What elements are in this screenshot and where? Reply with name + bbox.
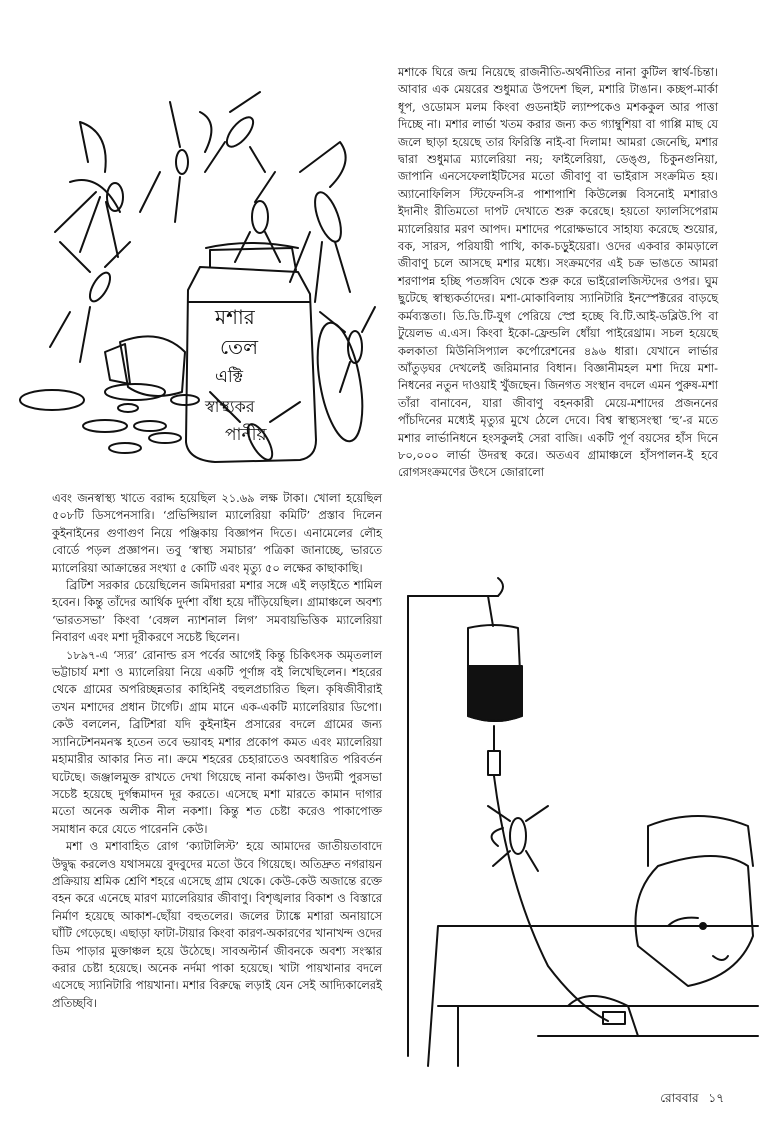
bottle-drawing: [186, 243, 316, 462]
paragraph: এবং জনস্বাস্থ্য খাতে বরাদ্দ হয়েছিল ২১.৬৯ লক্ষ টাকা। খোলা হয়েছিল ৫০৮টি ডিসপেনসারি। ‘প্রভিন্সিয়াল ম্যালেরিয়া কমিটি’ প্রস্তাব দিলেন কুইনাইনের গুণাগুণ নিয়ে পঞ্জিকায় বিজ্ঞাপন দিতে। এনামেলের লৌহ বোর্ডে পড়ল প্রজ্ঞাপন। তবু ‘স্বাস্থ্য সমাচার’ পত্রিকা জানাচ্ছে, ভারতে ম্যালেরিয়া আক্রান্তের সংখ্যা ৫ কোটি এবং মৃত্যু ৫০ লক্ষের কাছাকাছি।: [52, 491, 382, 575]
svg-text:মশার: মশার: [215, 305, 255, 329]
svg-text:পানীয়: পানীয়: [225, 425, 267, 445]
mosquito-bottle-illustration: [10, 62, 378, 482]
article-column-right: [398, 64, 718, 482]
svg-text:তেল: তেল: [220, 335, 259, 359]
footer-day: রোববার: [660, 1091, 699, 1105]
page-footer: [660, 1090, 724, 1110]
paragraph: ব্রিটিশ সরকার চেয়েছিলেন জমিদাররা মশার সঙ্গে এই লড়াইতে শামিল হবেন। কিন্তু তাঁদের আর্থিক দুর্দশা বাঁধা হয়ে দাঁড়িয়েছিল। গ্রামাঞ্চলে অবশ্য ‘ভারতসভা’ কিংবা ‘বেঙ্গল ন্যাশনাল লিগ’ সমবায়ভিত্তিক ম্যালেরিয়া নিবারণ এবং মশা দূরীকরণে সচেষ্ট ছিলেন।: [52, 578, 382, 645]
paragraph: ১৮৯৭-এ ‘স্যর’ রোনাল্ড রস পর্বের আগেই কিন্তু চিকিৎসক অমৃতলাল ভট্টাচার্য মশা ও ম্যালেরিয়া নিয়ে একটি পূর্ণাঙ্গ বই লিখেছিলেন। শহরের থেকে গ্রামের অপরিচ্ছন্নতার কাহিনিই বহুলপ্রচারিত ছিল। কৃষিজীবীরাই তখন মশাদের প্রধান টার্গেট। গ্রাম মানে এক-একটি ম্যালেরিয়ার ডিপো। কেউ বললেন, ব্রিটিশরা যদি কুইনাইন প্রসারের বদলে গ্রামের জন্য স্যানিটেশনমনস্ক হতেন তবে ভয়াবহ মশার প্রকোপ কমত এবং ম্যালেরিয়া মহামারীর আকার নিত না। ক্রমে শহরের চেহারাতেও অবধারিত পরিবর্তন ঘটেছে। জঞ্জালমুক্ত রাখতে দেখা গিয়েছে নানা কর্মকাণ্ড। উদ্যমী পুরসভা সচেষ্ট হয়েছে দুর্গন্ধমাদন দূর করতে। এসেছে মশা মারতে কামান দাগার মতো অনেক অলীক নীল নকশা। কিন্তু শত চেষ্টা করেও পাকাপোক্ত সমাধান করে যেতে পারেননি কেউ।: [52, 647, 382, 836]
drip-bag-drawing: [468, 625, 522, 775]
page-number: ১৭: [708, 1091, 724, 1105]
paragraph: মশা ও মশাবাহিত রোগ ‘ক্যাটালিস্ট’ হয়ে আমাদের জাতীয়তাবাদে উদ্বুদ্ধ করলেও যথাসময়ে বুদবুদের মতো উবে গিয়েছে। অতিদ্রুত নগরায়ন প্রক্রিয়ায় শ্রমিক শ্রেণি শহরে এসেছে গ্রাম থেকে। কেউ-কেউ অজান্তে রক্তে বহন করে এনেছে মারণ ম্যালেরিয়ার জীবাণু। বিশৃঙ্খলার বিকাশ ও বিস্তারে নির্মাণ হয়েছে আকাশ-ছোঁয়া বহুতলের। জলের ট্যাঙ্কে মশারা অনায়াসে ঘাঁটি গেড়েছে। এছাড়া ফাটা-টায়ার কিংবা কারণ-অকারণের খানাখন্দ ওদের ডিম পাড়ার মুক্তাঞ্চল হয়ে উঠেছে। সাবঅল্টার্ন জীবনকে অবশ্য সংস্কার করার চেষ্টা হয়েছে। অনেক নর্দমা পাকা হয়েছে। খাটা পায়খানার বদলে এসেছে স্যানিটারি পায়খানা। মশার বিরুদ্ধে লড়াই যেন সেই আদ্যিকালেরই প্রতিচ্ছবি।: [52, 839, 382, 1010]
saline-drip-illustration: [398, 566, 766, 1074]
paragraph: মশাকে ঘিরে জন্ম নিয়েছে রাজনীতি-অর্থনীতির নানা কুটিল স্বার্থ-চিন্তা। আবার এক মেয়রের শুধুমাত্র উপদেশ ছিল, মশারি টাঙান। কচ্ছপ-মার্কা ধূপ, ওডোমস মলম কিংবা গুডনাইট ল্যাম্পকেও মশককুল আর পাত্তা দিচ্ছে না। মশার লার্ভা খতম করার জন্য কত গ্যাম্বুশিয়া বা গাপ্পি মাছ যে জলে ছাড়া হয়েছে তার ফিরিস্তি নাই-বা দিলাম! আমরা জেনেছি, মশার দ্বারা শুধুমাত্র ম্যালেরিয়া নয়; ফাইলেরিয়া, ডেঙ্গু, চিকুনগুনিয়া, জাপানি এনসেফেলাইটিসের মতো জীবাণু বা ভাইরাস সংক্রমিত হয়। অ্যানোফিলিস স্টিফেনসি-র পাশাপাশি কিউলেক্স বিসনোই মশারাও ইদানীং রীতিমতো দাপট দেখাতে শুরু করেছে। হয়তো ফ্যালসিপেরাম ম্যালেরিয়ার মরণ আপদ। মশাদের পরোক্ষভাবে সাহায্য করেছে শুয়োর, বক, সারস, পরিযায়ী পাখি, কাক-চড়ুইয়েরা। ওদের একবার কামড়ালে জীবাণু চলে আসছে মশার মধ্যে। সংক্রমণের এই চক্র ভাঙতে আমরা শরণাপন্ন হচ্ছি পতঙ্গবিদ থেকে শুরু করে ভাইরোলজিস্টদের ওপর। ঘুম ছুটেছে স্বাস্থ্যকর্তাদের। মশা-মোকাবিলায় স্যানিটারি ইনস্পেক্টরের বাড়ছে কর্মব্যস্ততা। ডি.ডি.টি-যুগ পেরিয়ে স্প্রে হচ্ছে বি.টি.আই-ডব্লিউ.পি বা টুয়েলভ এ.এস। কিংবা ইকো-ফ্রেন্ডলি ধোঁয়া পাইরেথ্রাম। সচল হয়েছে কলকাতা মিউনিসিপ্যাল কর্পোরেশনের ৪৯৬ ধারা। যেখানে লার্ভার আঁতুড়ঘর দেখলেই জরিমানার বিধান। বিজ্ঞানীমহল মশা দিয়ে মশা-নিধনের নতুন দাওয়াই খুঁজছেন। জিনগত সংস্থান বদলে এমন পুরুষ-মশা তাঁরা বানাবেন, যারা জীবাণু বহনকারী মেয়ে-মশাদের প্রজননের পাঁচদিনের মধ্যেই মৃত্যুর মুখে ঠেলে দেবে। বিশ্ব স্বাস্থ্যসংস্থা ‘হু’-র মতে মশার লার্ভানিধনে হংসকুলই সেরা বাজি। একটি পূর্ণ বয়সের হাঁস দিনে ৮০,০০০ লার্ভা উদরস্থ করে। অতএব গ্রামাঞ্চলে হাঁসপালন-ই হবে রোগসংক্রমণের উৎসে জোরালো: [398, 65, 718, 480]
svg-text:স্বাস্থ্যকর: স্বাস্থ্যকর: [205, 397, 255, 416]
svg-text:এক্টি: এক্টি: [215, 367, 244, 387]
article-column-left: [52, 490, 382, 1012]
